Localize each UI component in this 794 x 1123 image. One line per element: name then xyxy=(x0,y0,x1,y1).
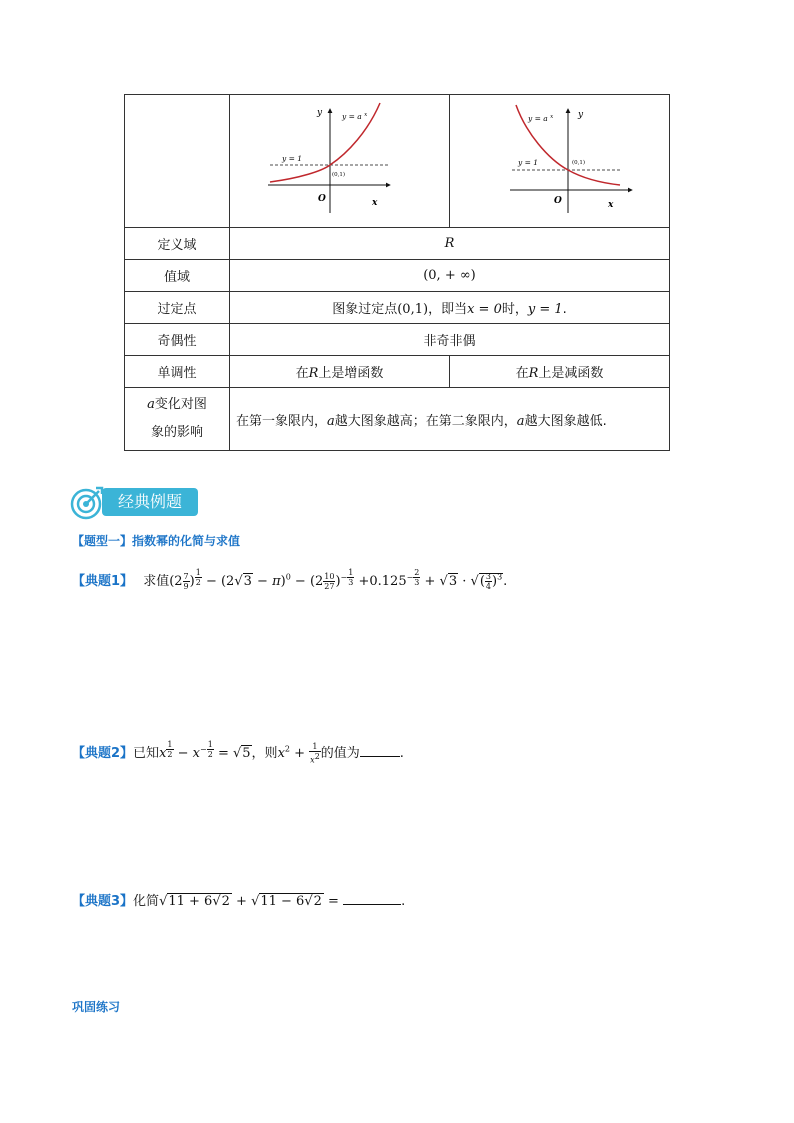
x-axis-label: x xyxy=(608,200,614,210)
row-label: 象的影响 xyxy=(150,425,203,440)
example-text: 求值 xyxy=(143,573,170,589)
effect-text: 在第一象限内， xyxy=(236,413,328,429)
example-text: ，则 xyxy=(251,745,278,761)
section-title: 经典例题 xyxy=(102,488,198,516)
example-2-condition: x $^{\frac{1}{2}}$ − $x^{- \frac{1}{2}}$ = √5 xyxy=(159,740,251,761)
curve-exponent: x xyxy=(550,114,554,120)
answer-blank[interactable] xyxy=(360,756,400,757)
graph-cell-increasing xyxy=(230,95,450,228)
answer-blank[interactable] xyxy=(343,904,401,905)
effect-text: 越大图象越低. xyxy=(524,413,607,429)
row-domain xyxy=(125,228,670,260)
fixed-point-text: ，即当 xyxy=(428,302,468,317)
line-label: y = 1 xyxy=(282,154,303,163)
example-tag: 【典题3】 xyxy=(72,894,134,909)
decreasing-exponential-graph xyxy=(450,95,686,223)
fixed-point-coord: (0,1) xyxy=(397,302,429,317)
graph-cell-decreasing xyxy=(450,95,670,228)
fixed-point-text: 时， xyxy=(501,302,528,317)
curve-exponent: x xyxy=(364,112,368,118)
point-label: (0,1) xyxy=(332,172,346,178)
a-var: a xyxy=(327,413,335,429)
domain-value: R xyxy=(444,236,455,251)
curve-label: y = a xyxy=(528,114,548,123)
effect-text: 越大图象越高；在第二象限内， xyxy=(334,413,517,429)
mono-var: R xyxy=(528,366,539,381)
row-label: 奇偶性 xyxy=(125,324,230,356)
range-value: (0, + ∞) xyxy=(423,268,476,283)
row-a-effect xyxy=(125,388,670,451)
type1-title: 【题型一】指数幂的化简与求值 xyxy=(72,534,241,548)
svg-text:y = a x xyxy=(341,112,368,121)
row-range xyxy=(125,260,670,292)
x-axis-label: x xyxy=(372,198,378,208)
example-2: 【典题2】已知x $^{\frac{1}{2}}$ − $x^{- \frac{1}{2}}$ = √5，则$x^2$ + $\frac{1}{x^2}$ 的值为 . xyxy=(72,740,404,765)
example-2-target: $x^2$ + $\frac{1}{x^2}$ xyxy=(277,742,320,765)
origin-label: O xyxy=(318,194,326,204)
row-parity xyxy=(125,324,670,356)
example-3-formula: √11 + 6√2 + √11 − 6√2 = xyxy=(159,894,344,909)
fixed-point-text: . xyxy=(562,302,567,317)
empty-header-cell xyxy=(125,95,230,228)
mono-text: 在 xyxy=(515,366,529,381)
example-text: 化简 xyxy=(133,894,160,909)
origin-label: O xyxy=(554,196,562,206)
row-label: 变化对图 xyxy=(154,397,207,412)
row-label: 过定点 xyxy=(125,292,230,324)
row-label: 单调性 xyxy=(125,356,230,388)
row-monotonic xyxy=(125,356,670,388)
y-axis-label: y xyxy=(578,110,584,120)
y-axis-label: y xyxy=(317,108,323,118)
row-fixed-point xyxy=(125,292,670,324)
mono-text: 上是减函数 xyxy=(538,366,604,381)
example-text: 的值为 xyxy=(320,745,360,761)
example-1-formula: (2 $\frac{7}{9}$ ) $^{\frac{1}{2}}$ − $(2√3 - \pi)^0 - (2$ $\frac{10}{27}$ )$^{- \frac{1}{3}}$ $+0.125^{- \frac{2}{3}}$ + √3 · √( $\frac{3}{4}$ )$^3$. xyxy=(169,568,508,591)
example-text: 已知 xyxy=(133,745,160,761)
parity-value: 非奇非偶 xyxy=(230,324,670,356)
example-3: 【典题3】化简√11 + 6√2 + √11 − 6√2 = . xyxy=(72,894,406,909)
fixed-point-condition: x = 0 xyxy=(467,302,502,317)
point-label: (0,1) xyxy=(572,160,586,166)
fixed-point-text: 图象过定点 xyxy=(332,302,398,317)
target-icon xyxy=(70,486,104,520)
row-label: 值域 xyxy=(125,260,230,292)
a-var: a xyxy=(516,413,525,429)
example-1 xyxy=(72,568,507,591)
increasing-exponential-graph xyxy=(230,95,450,223)
fixed-point-result: y = 1 xyxy=(527,302,563,317)
exponential-properties-table xyxy=(124,94,670,451)
mono-var: R xyxy=(308,366,319,381)
example-tag: 【典题1】 xyxy=(72,573,134,589)
row-label: 定义域 xyxy=(125,228,230,260)
line-label: y = 1 xyxy=(518,158,539,167)
curve-label: y = a xyxy=(342,112,362,121)
mono-text: 在 xyxy=(295,366,309,381)
practice-title: 巩固练习 xyxy=(72,1000,121,1014)
mono-text: 上是增函数 xyxy=(318,366,384,381)
svg-text:y = a x xyxy=(527,114,554,123)
example-tag: 【典题2】 xyxy=(72,745,134,761)
a-var: a xyxy=(147,397,155,412)
